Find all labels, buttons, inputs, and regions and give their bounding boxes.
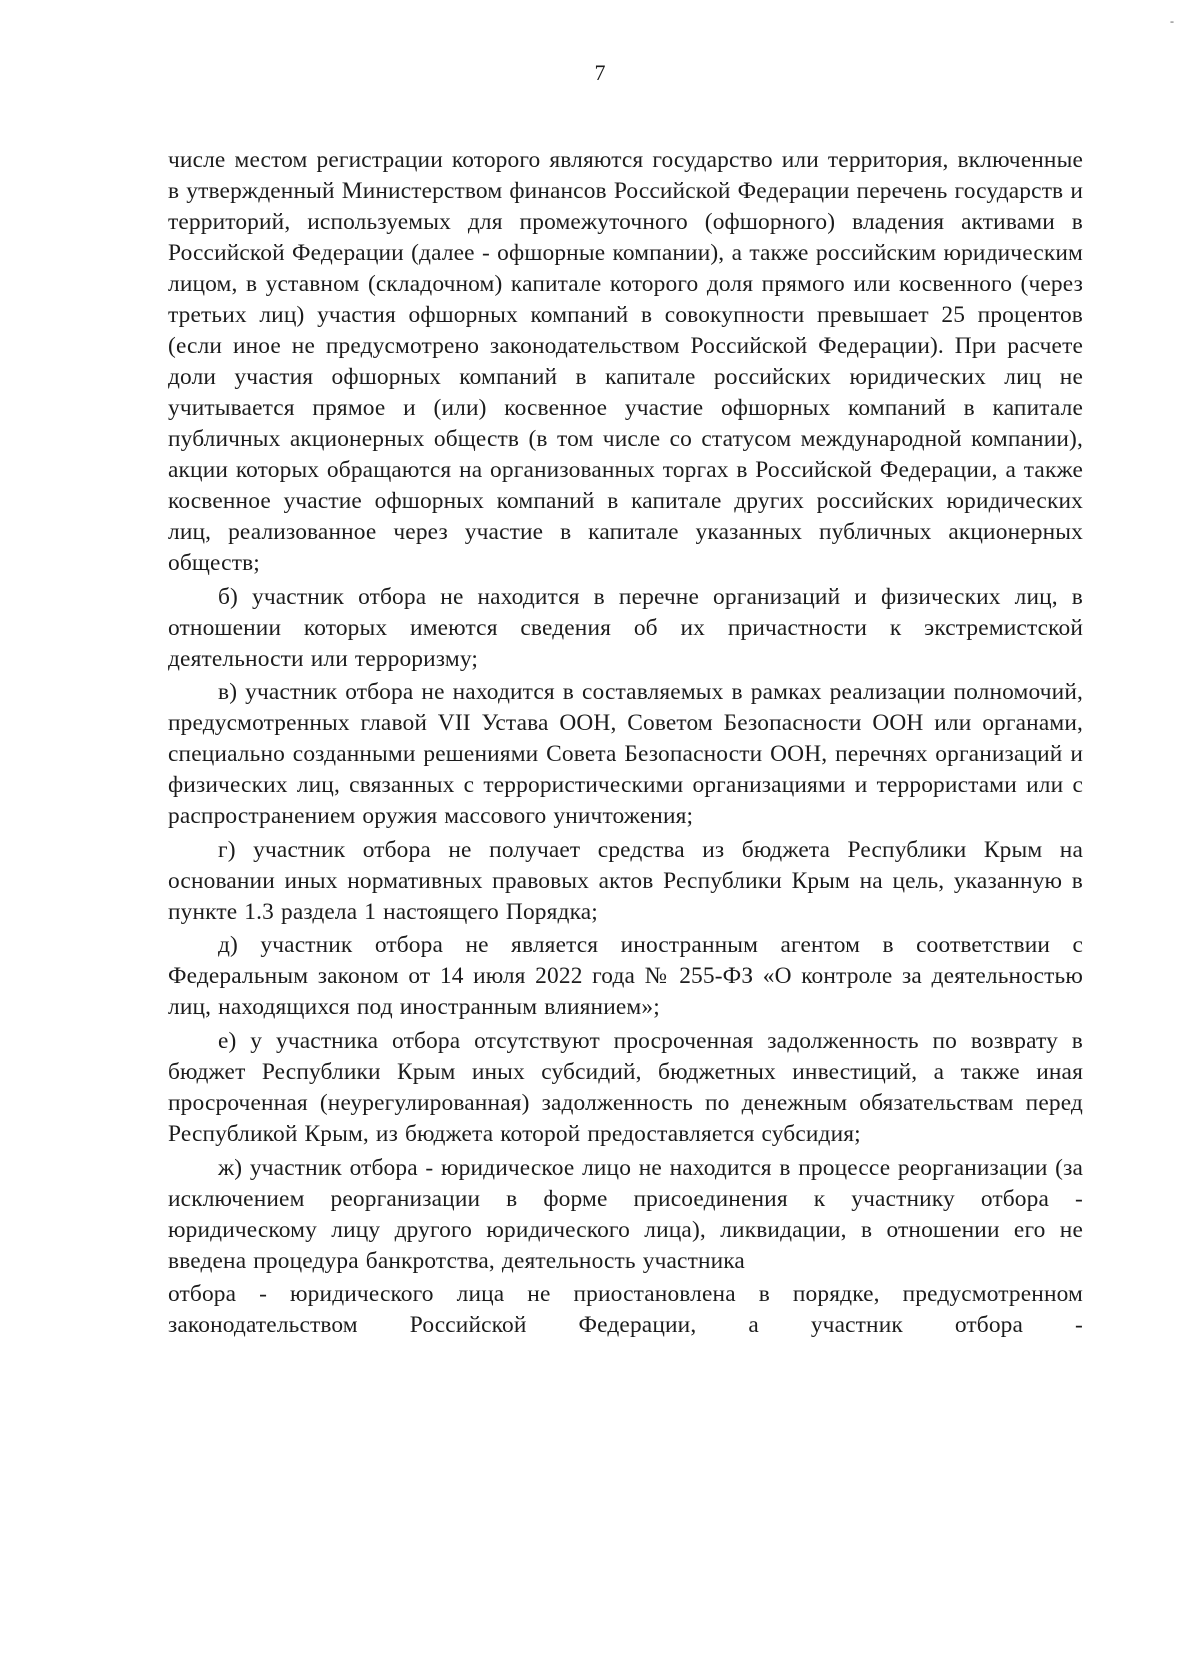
scan-corner-mark: - [1170,14,1174,28]
paragraph-item-e: е) у участника отбора отсутствуют просроченная задолженность по возврату в бюджет Республики Крым иных субсидий, бюджетных инвестиций, а также иная просроченная (неурегулированная) задолженность по денежным обязательствам перед Республикой Крым, из бюджета которой предоставляется субсидия; [168,1027,1083,1147]
paragraph-item-zh: ж) участник отбора - юридическое лицо не находится в процессе реорганизации (за исключением реорганизации в форме присоединения к участнику отбора - юридическому лицу другого юридического лица), ликвидации, в отношении его не введена процедура банкротства, деятельность участника [168,1154,1083,1274]
paragraph-continuation-tail: отбора - юридического лица не приостановлена в порядке, предусмотренном законодательством Российской Федерации, а участник отбора - [168,1281,1083,1339]
document-body [168,145,1083,1344]
paragraph-item-d: д) участник отбора не является иностранным агентом в соответствии с Федеральным законом от 14 июля 2022 года № 255-ФЗ «О контроле за деятельностью лиц, находящихся под иностранным влиянием»; [168,932,1083,1021]
paragraph-item-b: б) участник отбора не находится в перечне организаций и физических лиц, в отношении которых имеются сведения об их причастности к экстремистской деятельности или терроризму; [168,583,1083,672]
paragraph-item-v: в) участник отбора не находится в составляемых в рамках реализации полномочий, предусмотренных главой VII Устава ООН, Советом Безопасности ООН или органами, специально созданными решениями Совета Безопасности ООН, перечнях организаций и физических лиц, связанных с террористическими организациями и террористами или с распространением оружия массового уничтожения; [168,679,1083,830]
paragraph-item-g: г) участник отбора не получает средства из бюджета Республики Крым на основании иных нормативных правовых актов Республики Крым на цель, указанную в пункте 1.3 раздела 1 настоящего Порядка; [168,836,1083,925]
paragraph-continuation: числе местом регистрации которого являются государство или территория, включенные в утвержденный Министерством финансов Российской Федерации перечень государств и территорий, используемых для промежуточного (офшорного) владения активами в Российской Федерации (далее - офшорные компании), а также российским юридическим лицом, в уставном (складочном) капитале которого доля прямого или косвенного (через третьих лиц) участия офшорных компаний в совокупности превышает 25 процентов (если иное не предусмотрено законодательством Российской Федерации). При расчете доли участия офшорных компаний в капитале российских юридических лиц не учитывается прямое и (или) косвенное участие офшорных компаний в капитале публичных акционерных обществ (в том числе со статусом международной компании), акции которых обращаются на организованных торгах в Российской Федерации, а также косвенное участие офшорных компаний в капитале других российских юридических лиц, реализованное через участие в капитале указанных публичных акционерных обществ; [168,147,1083,576]
page-number: 7 [594,60,606,85]
